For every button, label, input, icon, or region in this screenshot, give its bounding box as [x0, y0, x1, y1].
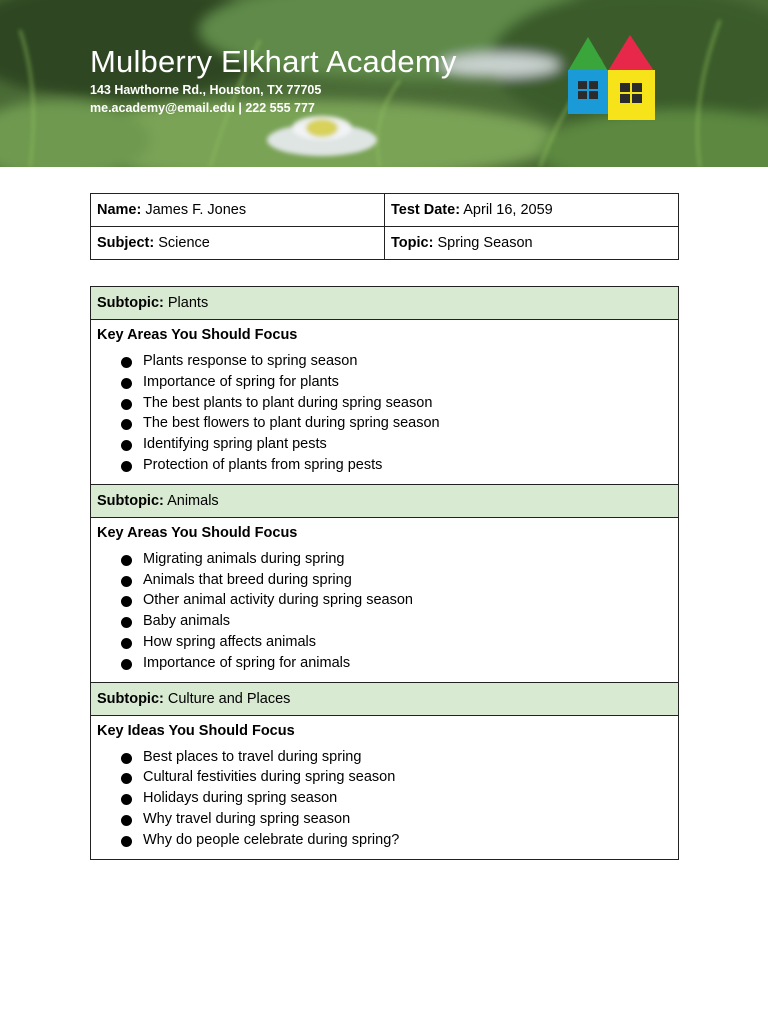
subtopic-header [91, 683, 678, 716]
subtopic-value: Culture and Places [167, 690, 291, 707]
list-item-text: The best flowers to plant during spring season [143, 415, 440, 432]
list-item-text: Why travel during spring season [143, 810, 351, 827]
name-label: Name: [97, 202, 142, 218]
list-item [97, 611, 672, 632]
bullet-icon [121, 659, 132, 670]
test-date-label: Test Date: [391, 202, 461, 218]
test-date-value: April 16, 2059 [463, 202, 553, 218]
subtopic-value: Plants [167, 295, 209, 311]
list-item [97, 570, 672, 591]
list-item-text: Importance of spring for plants [143, 373, 339, 390]
focus-heading: Key Ideas You Should Focus [97, 722, 295, 739]
bullet-icon [121, 753, 132, 764]
list-item-text: Identifying spring plant pests [143, 436, 327, 453]
list-item [97, 830, 672, 851]
list-item-text: Migrating animals during spring [143, 550, 345, 567]
bullet-icon [121, 815, 132, 826]
subtopic-body [91, 320, 678, 485]
list-item [97, 767, 672, 788]
focus-list [97, 549, 672, 674]
focus-list [97, 351, 672, 476]
list-item-text: Other animal activity during spring season [143, 592, 413, 609]
test-date-cell [385, 194, 679, 227]
list-item [97, 549, 672, 570]
topic-value: Spring Season [437, 235, 533, 251]
list-item-text: Animals that breed during spring [143, 571, 352, 588]
subtopic-body [91, 716, 678, 859]
list-item-text: Cultural festivities during spring season [143, 769, 396, 786]
focus-heading: Key Areas You Should Focus [97, 524, 298, 541]
header-banner [0, 0, 768, 167]
focus-list [97, 747, 672, 851]
house-blocks-logo-icon [566, 33, 658, 121]
list-item [97, 653, 672, 674]
list-item-text: Why do people celebrate during spring? [143, 831, 400, 848]
bullet-icon [121, 419, 132, 430]
list-item-text: The best plants to plant during spring season [143, 394, 433, 411]
subject-cell [91, 227, 385, 260]
list-item [97, 413, 672, 434]
name-value: James F. Jones [145, 202, 247, 218]
bullet-icon [121, 638, 132, 649]
list-item-text: Baby animals [143, 613, 231, 630]
bullet-icon [121, 440, 132, 451]
bullet-icon [121, 399, 132, 410]
list-item [97, 372, 672, 393]
list-item-text: Protection of plants from spring pests [143, 456, 383, 473]
bullet-icon [121, 555, 132, 566]
list-item [97, 809, 672, 830]
list-item [97, 351, 672, 372]
list-item [97, 434, 672, 455]
school-address: 143 Hawthorne Rd., Houston, TX 77705 [90, 83, 322, 97]
bullet-icon [121, 576, 132, 587]
subtopic-value: Animals [167, 492, 219, 509]
list-item [97, 590, 672, 611]
bullet-icon [121, 378, 132, 389]
list-item [97, 632, 672, 653]
student-info-table [90, 193, 679, 260]
list-item-text: Importance of spring for animals [143, 654, 351, 671]
subtopic-label: Subtopic: [97, 690, 164, 707]
subtopic-label: Subtopic: [97, 492, 164, 509]
topic-cell [385, 227, 679, 260]
bullet-icon [121, 357, 132, 368]
subject-label: Subject: [97, 235, 155, 251]
subtopic-header [91, 287, 678, 320]
subject-value: Science [158, 235, 210, 251]
subtopic-label: Subtopic: [97, 295, 164, 311]
topic-label: Topic: [391, 235, 434, 251]
list-item-text: Plants response to spring season [143, 353, 358, 369]
list-item-text: Holidays during spring season [143, 790, 338, 807]
subtopic-body [91, 518, 678, 683]
subtopic-header [91, 485, 678, 518]
focus-heading: Key Areas You Should Focus [97, 327, 298, 343]
bullet-icon [121, 773, 132, 784]
list-item [97, 455, 672, 476]
subtopics-table [90, 286, 679, 860]
school-name: Mulberry Elkhart Academy [90, 44, 457, 79]
name-cell [91, 194, 385, 227]
bullet-icon [121, 836, 132, 847]
list-item [97, 747, 672, 768]
bullet-icon [121, 596, 132, 607]
bullet-icon [121, 461, 132, 472]
school-contact: me.academy@email.edu | 222 555 777 [90, 101, 315, 115]
bullet-icon [121, 617, 132, 628]
list-item-text: How spring affects animals [143, 633, 317, 650]
bullet-icon [121, 794, 132, 805]
list-item [97, 393, 672, 414]
list-item-text: Best places to travel during spring [143, 748, 362, 765]
list-item [97, 788, 672, 809]
